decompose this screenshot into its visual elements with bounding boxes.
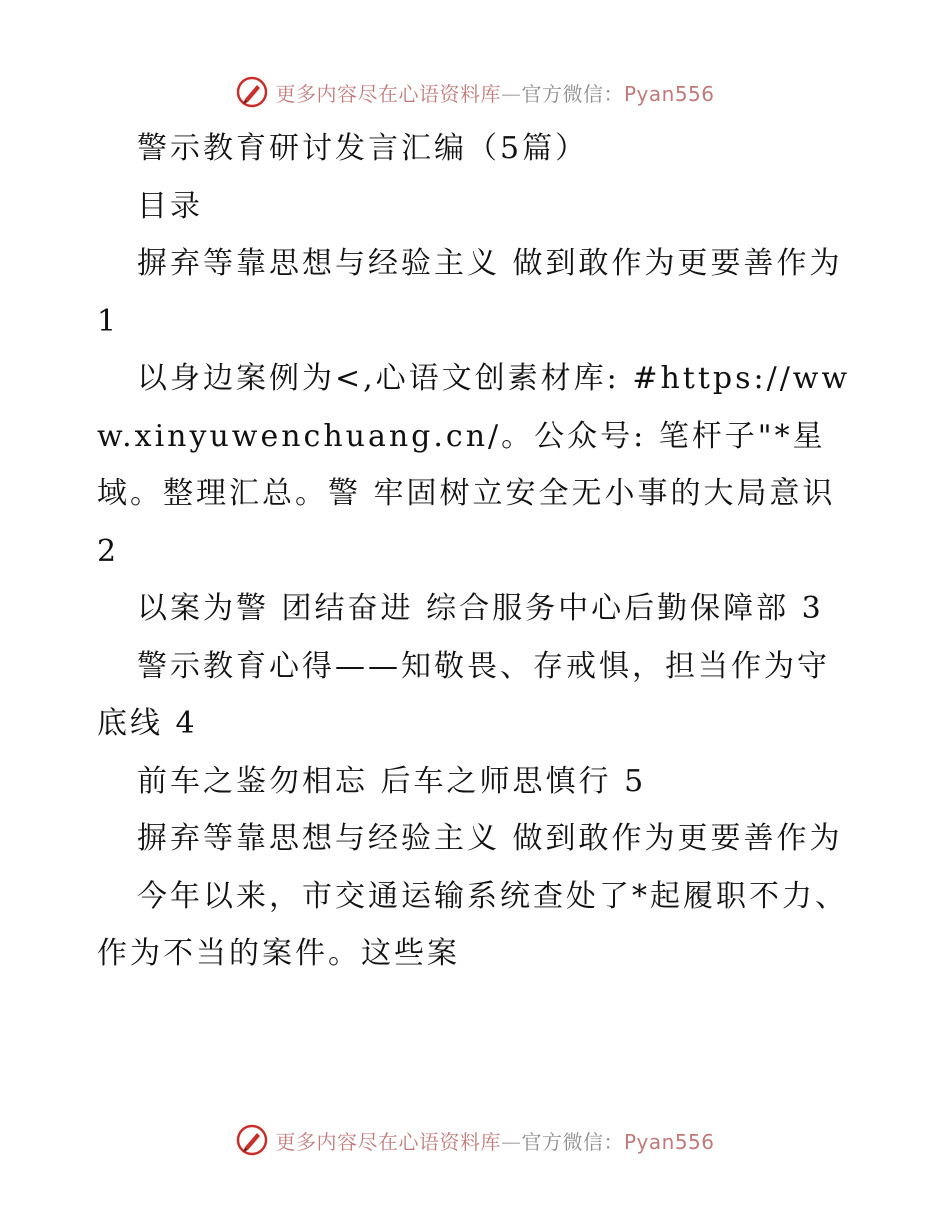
toc-item: 摒弃等靠思想与经验主义 做到敢作为更要善作为 1	[97, 246, 843, 339]
toc-item: 以身边案例为<,心语文创素材库: #https://www.xinyuwenchuang.cn/。公众号: 笔杆子"*星域。整理汇总。警 牢固树立安全无小事的大局意识 2	[97, 361, 851, 569]
toc-item: 警示教育心得——知敬畏、存戒惧，担当作为守底线 4	[97, 648, 830, 741]
pen-nib-icon	[235, 1123, 269, 1157]
document-title: 警示教育研讨发言汇编（5篇）	[137, 131, 589, 166]
watermark-text: 更多内容尽在心语资料库—官方微信：Pyan556	[275, 1129, 715, 1154]
document-body	[97, 120, 857, 983]
toc-heading: 目录	[137, 188, 203, 224]
toc-item: 以案为警 团结奋进 综合服务中心后勤保障部 3	[137, 591, 824, 626]
footer-watermark	[0, 1120, 950, 1160]
watermark-text: 更多内容尽在心语资料库—官方微信：Pyan556	[275, 81, 715, 106]
section-title: 摒弃等靠思想与经验主义 做到敢作为更要善作为	[137, 821, 843, 856]
body-paragraph: 今年以来，市交通运输系统查处了*起履职不力、作为不当的案件。这些案	[97, 878, 848, 971]
header-watermark	[0, 72, 950, 112]
toc-item: 前车之鉴勿相忘 后车之师思慎行 5	[137, 763, 647, 799]
pen-nib-icon	[235, 75, 269, 109]
